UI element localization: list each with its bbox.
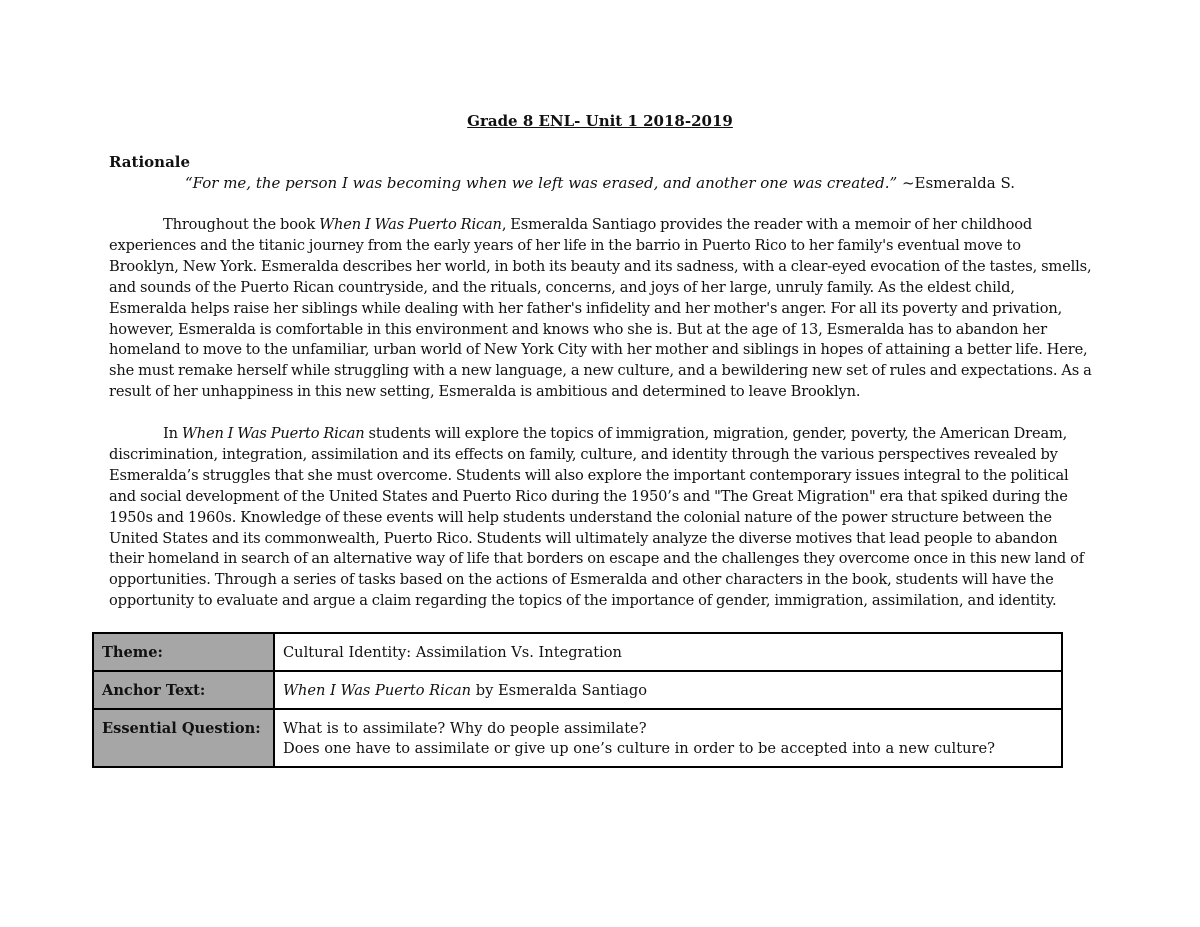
epigraph-quote bbox=[0, 173, 1200, 193]
document-title: Grade 8 ENL- Unit 1 2018-2019 bbox=[467, 112, 733, 130]
essential-question-line-1: What is to assimilate? Why do people assimilate? bbox=[283, 720, 647, 737]
anchor-text-author: by Esmeralda Santiago bbox=[471, 682, 648, 699]
table-row-theme bbox=[93, 633, 1062, 671]
paragraph-2-body: students will explore the topics of immigration, migration, gender, poverty, the American Dream, discrimination, integration, assimilation and its effects on family, culture, and identity through the various perspectives revealed by Esmeralda’s struggles that she must overcome. Students will also explore the important contemporary issues integral to the political and social development of the United States and Puerto Rico during the 1950’s and "The Great Migration" era that spiked during the 1950s and 1960s. Knowledge of these events will help students understand the colonial nature of the power structure between the United States and its commonwealth, Puerto Rico. Students will ultimately analyze the diverse motives that lead people to abandon their homeland in search of an alternative way of life that borders on escape and the challenges they overcome once in this new land of opportunities. Through a series of tasks based on the actions of Esmeralda and other characters in the book, students will have the opportunity to evaluate and argue a claim regarding the topics of the importance of gender, immigration, assimilation, and identity. bbox=[109, 425, 1085, 610]
theme-label-cell: Theme: bbox=[93, 633, 274, 671]
essential-question-value-cell bbox=[274, 709, 1062, 767]
paragraph-2-intro: In bbox=[163, 425, 182, 442]
section-heading-rationale: Rationale bbox=[109, 153, 191, 171]
paragraph-1-book-title: When I Was Puerto Rican bbox=[319, 216, 502, 233]
rationale-paragraph-1 bbox=[109, 215, 1094, 403]
anchor-text-label-cell: Anchor Text: bbox=[93, 671, 274, 709]
paragraph-1-intro: Throughout the book bbox=[163, 216, 320, 233]
essential-question-line-2: Does one have to assimilate or give up one’s culture in order to be accepted into a new culture? bbox=[283, 740, 995, 757]
unit-info-table bbox=[92, 632, 1063, 768]
theme-value-cell: Cultural Identity: Assimilation Vs. Integration bbox=[274, 633, 1062, 671]
table-row-essential-question bbox=[93, 709, 1062, 767]
essential-question-label-cell: Essential Question: bbox=[93, 709, 274, 767]
anchor-text-title: When I Was Puerto Rican bbox=[283, 682, 472, 699]
table-row-anchor-text bbox=[93, 671, 1062, 709]
rationale-paragraph-2 bbox=[109, 424, 1094, 612]
paragraph-1-body: , Esmeralda Santiago provides the reader with a memoir of her childhood experiences and the titanic journey from the early years of her life in the barrio in Puerto Rico to her family's eventual move to Brooklyn, New York. Esmeralda describes her world, in both its beauty and its sadness, with a clear-eyed evocation of the tastes, smells, and sounds of the Puerto Rican countryside, and the rituals, concerns, and joys of her large, unruly family. As the eldest child, Esmeralda helps raise her siblings while dealing with her father's infidelity and her mother's anger. For all its poverty and privation, however, Esmeralda is comfortable in this environment and knows who she is. But at the age of 13, Esmeralda has to abandon her homeland to move to the unfamiliar, urban world of New York City with her mother and siblings in hopes of attaining a better life. Here, she must remake herself while struggling with a new language, a new culture, and a bewildering new set of rules and expectations. As a result of her unhappiness in this new setting, Esmeralda is ambitious and determined to leave Brooklyn. bbox=[109, 216, 1092, 401]
anchor-text-value-cell bbox=[274, 671, 1062, 709]
paragraph-2-book-title: When I Was Puerto Rican bbox=[181, 425, 365, 442]
quote-text: “For me, the person I was becoming when we left was erased, and another one was created.” bbox=[184, 174, 898, 192]
quote-attribution: ~Esmeralda S. bbox=[897, 174, 1016, 192]
